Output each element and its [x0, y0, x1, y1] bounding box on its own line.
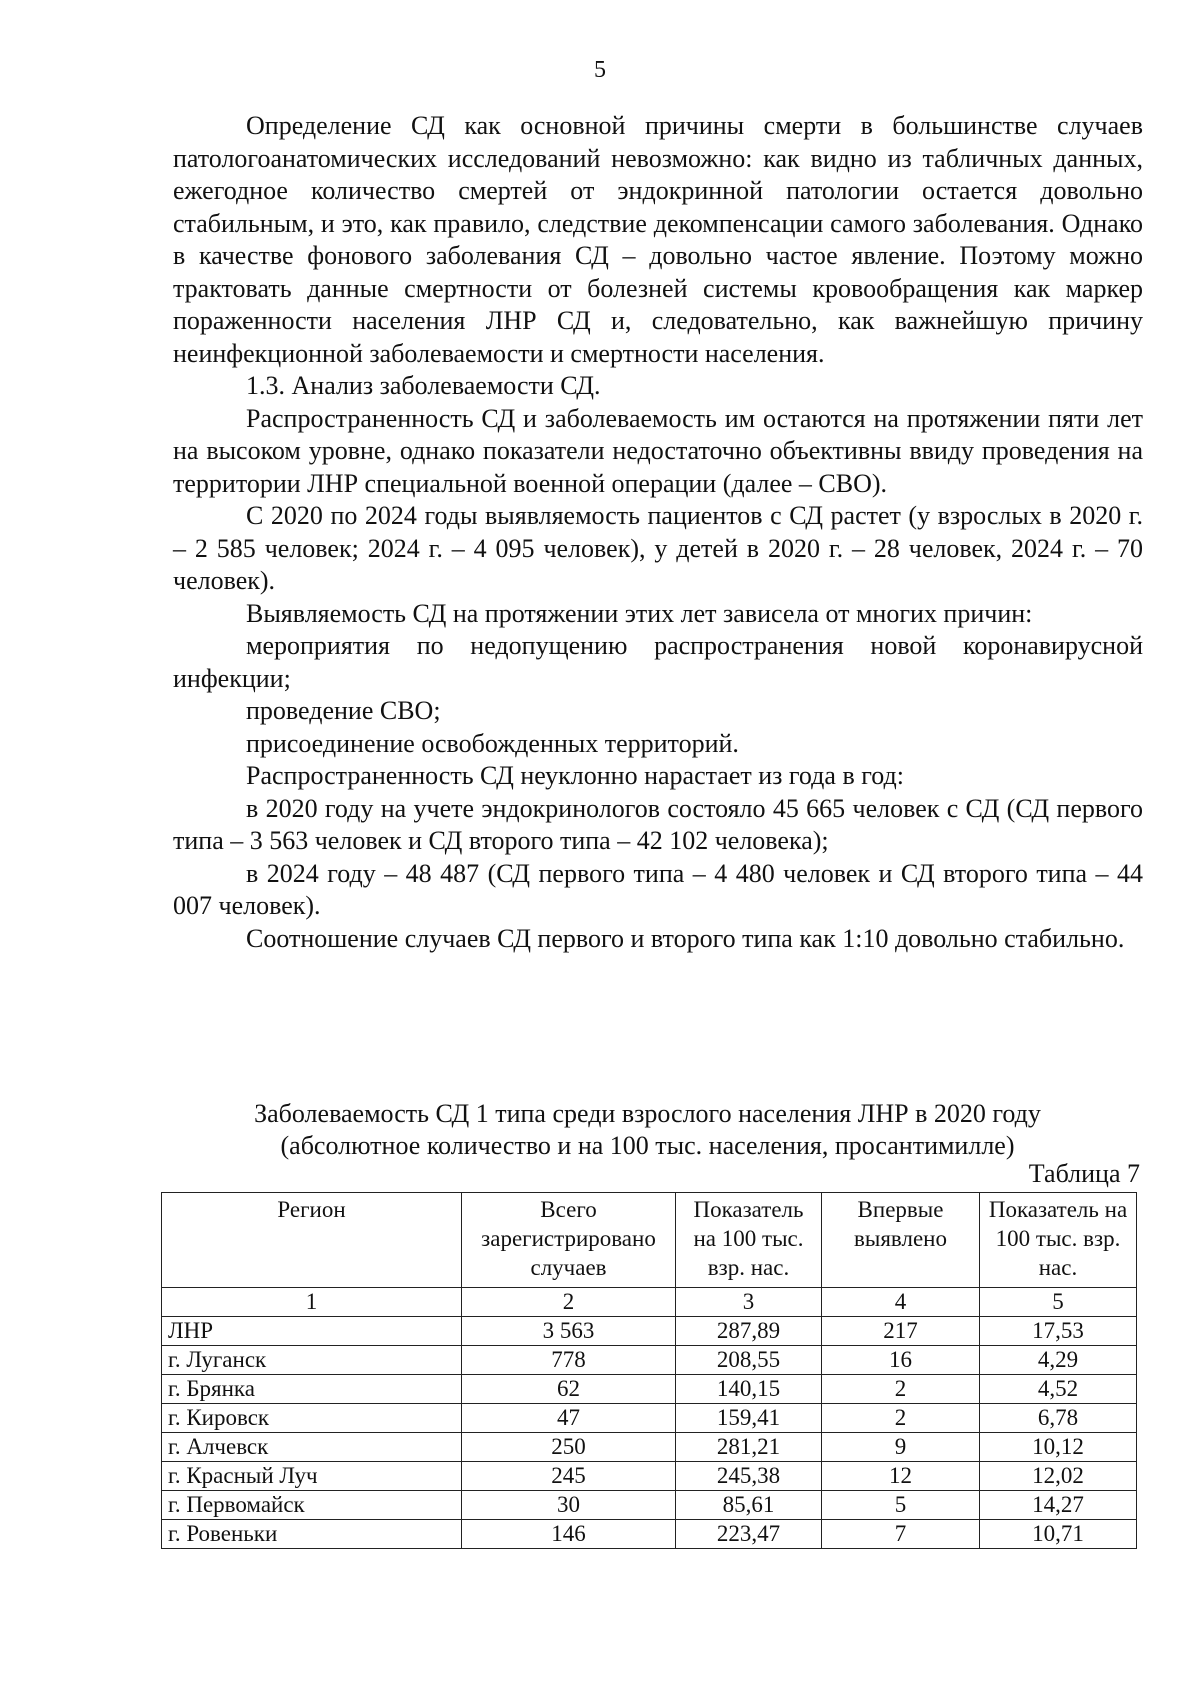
region-cell: г. Первомайск	[162, 1491, 462, 1520]
table-row	[162, 1317, 1137, 1346]
total-cases-cell: 778	[462, 1346, 676, 1375]
new-rate-cell: 4,29	[980, 1346, 1137, 1375]
new-cases-cell: 12	[822, 1462, 980, 1491]
total-cases-cell: 245	[462, 1462, 676, 1491]
rate-cell: 223,47	[676, 1520, 822, 1549]
region-cell: г. Алчевск	[162, 1433, 462, 1462]
new-rate-cell: 10,71	[980, 1520, 1137, 1549]
paragraph: Распространенность СД и заболеваемость им остаются на протяжении пяти лет на высоком уровне, однако показатели недостаточно объективны ввиду проведения на территории ЛНР специальной военной операции (далее – СВО).	[173, 403, 1143, 498]
table-row	[162, 1462, 1137, 1491]
total-cases-cell: 62	[462, 1375, 676, 1404]
region-cell: г. Луганск	[162, 1346, 462, 1375]
new-cases-cell: 7	[822, 1520, 980, 1549]
new-rate-cell: 6,78	[980, 1404, 1137, 1433]
total-cases-cell: 146	[462, 1520, 676, 1549]
section-heading: 1.3. Анализ заболеваемости СД.	[246, 371, 601, 400]
table-row	[162, 1433, 1137, 1462]
list-item: проведение СВО;	[246, 696, 441, 725]
column-header: Всего зарегистрировано случаев	[462, 1193, 676, 1288]
table-header-row	[162, 1193, 1137, 1288]
page-number: 5	[594, 57, 606, 83]
new-cases-cell: 16	[822, 1346, 980, 1375]
list-item: мероприятия по недопущению распространения новой коронавирусной инфекции;	[173, 631, 1143, 693]
table-row	[162, 1404, 1137, 1433]
total-cases-cell: 250	[462, 1433, 676, 1462]
column-header: Показатель на 100 тыс. взр. нас.	[980, 1193, 1137, 1288]
paragraph: Определение СД как основной причины смерти в большинстве случаев патологоанатомических исследований невозможно: как видно из табличных данных, ежегодное количество смертей от эндокринной патологии остается довольно стабильным, и это, как правило, следствие декомпенсации самого заболевания. Однако в качестве фонового заболевания СД – довольно частое явление. Поэтому можно трактовать данные смертности от болезней системы кровообращения как маркер пораженности населения ЛНР СД и, следовательно, как важнейшую причину неинфекционной заболеваемости и смертности населения.	[173, 111, 1143, 368]
total-cases-cell: 30	[462, 1491, 676, 1520]
rate-cell: 140,15	[676, 1375, 822, 1404]
column-number: 5	[980, 1288, 1137, 1317]
total-cases-cell: 47	[462, 1404, 676, 1433]
new-cases-cell: 217	[822, 1317, 980, 1346]
column-number: 3	[676, 1288, 822, 1317]
new-cases-cell: 2	[822, 1404, 980, 1433]
new-rate-cell: 10,12	[980, 1433, 1137, 1462]
body-text	[173, 110, 1143, 955]
column-number: 4	[822, 1288, 980, 1317]
table-caption-line: (абсолютное количество и на 100 тыс. населения, просантимилле)	[280, 1131, 1015, 1160]
table-row	[162, 1520, 1137, 1549]
column-number: 1	[162, 1288, 462, 1317]
table-row	[162, 1346, 1137, 1375]
region-cell: г. Кировск	[162, 1404, 462, 1433]
column-header: Регион	[162, 1193, 462, 1288]
incidence-table	[161, 1192, 1137, 1549]
paragraph: С 2020 по 2024 годы выявляемость пациентов с СД растет (у взрослых в 2020 г. – 2 585 человек; 2024 г. – 4 095 человек), у детей в 2020 г. – 28 человек, 2024 г. – 70 человек).	[173, 501, 1143, 595]
new-rate-cell: 12,02	[980, 1462, 1137, 1491]
rate-cell: 159,41	[676, 1404, 822, 1433]
region-cell: г. Ровеньки	[162, 1520, 462, 1549]
paragraph: Выявляемость СД на протяжении этих лет зависела от многих причин:	[246, 598, 1033, 628]
column-number: 2	[462, 1288, 676, 1317]
paragraph: Распространенность СД неуклонно нарастает из года в год:	[246, 761, 904, 790]
list-item: в 2024 году – 48 487 (СД первого типа – 4 480 человек и СД второго типа – 44 007 человек).	[173, 858, 1143, 920]
column-number-row	[162, 1288, 1137, 1317]
rate-cell: 85,61	[676, 1491, 822, 1520]
table-row	[162, 1491, 1137, 1520]
region-cell: г. Брянка	[162, 1375, 462, 1404]
new-rate-cell: 4,52	[980, 1375, 1137, 1404]
column-header: Впервые выявлено	[822, 1193, 980, 1288]
total-cases-cell: 3 563	[462, 1317, 676, 1346]
rate-cell: 245,38	[676, 1462, 822, 1491]
table-label: Таблица 7	[1028, 1159, 1140, 1188]
new-cases-cell: 5	[822, 1491, 980, 1520]
list-item: в 2020 году на учете эндокринологов состояло 45 665 человек с СД (СД первого типа – 3 563 человек и СД второго типа – 42 102 человека);	[173, 793, 1143, 855]
table-caption	[160, 1098, 1135, 1162]
rate-cell: 281,21	[676, 1433, 822, 1462]
table-row	[162, 1375, 1137, 1404]
region-cell: ЛНР	[162, 1317, 462, 1346]
column-header: Показатель на 100 тыс. взр. нас.	[676, 1193, 822, 1288]
region-cell: г. Красный Луч	[162, 1462, 462, 1491]
new-cases-cell: 9	[822, 1433, 980, 1462]
new-cases-cell: 2	[822, 1375, 980, 1404]
table-caption-line: Заболеваемость СД 1 типа среди взрослого населения ЛНР в 2020 году	[254, 1099, 1041, 1128]
new-rate-cell: 14,27	[980, 1491, 1137, 1520]
paragraph: Соотношение случаев СД первого и второго типа как 1:10 довольно стабильно.	[246, 923, 1125, 953]
new-rate-cell: 17,53	[980, 1317, 1137, 1346]
rate-cell: 208,55	[676, 1346, 822, 1375]
list-item: присоединение освобожденных территорий.	[246, 728, 739, 758]
rate-cell: 287,89	[676, 1317, 822, 1346]
